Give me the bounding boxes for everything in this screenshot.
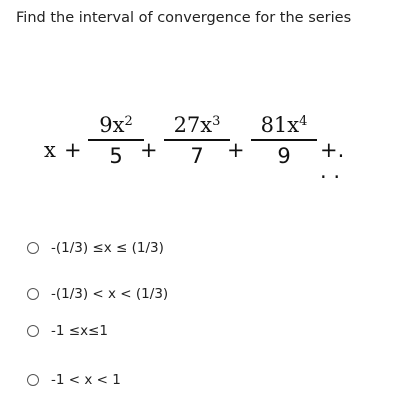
option-label: -1 < x < 1 xyxy=(51,372,121,388)
fraction-bar xyxy=(164,139,230,141)
fraction-term xyxy=(88,112,144,169)
fraction-bar xyxy=(88,139,144,141)
fraction-numerator: $9x^2$ xyxy=(99,113,133,137)
plus-sign: + xyxy=(140,138,158,162)
answer-option[interactable] xyxy=(27,321,108,341)
radio-button[interactable] xyxy=(27,325,39,337)
radio-button[interactable] xyxy=(27,288,39,300)
option-label: -(1/3) ≤x ≤ (1/3) xyxy=(51,240,164,256)
series-ellipsis: +. . . xyxy=(320,138,345,183)
radio-button[interactable] xyxy=(27,242,39,254)
fraction-term xyxy=(251,112,317,169)
first-term: x xyxy=(44,138,56,162)
fraction-term xyxy=(164,112,230,169)
radio-button[interactable] xyxy=(27,374,39,386)
option-label: -1 ≤x≤1 xyxy=(51,323,108,339)
fraction-denominator: 9 xyxy=(277,143,291,168)
plus-sign: + xyxy=(64,138,82,162)
answer-option[interactable] xyxy=(27,284,168,304)
fraction-denominator: 5 xyxy=(109,143,123,168)
option-label: -(1/3) < x < (1/3) xyxy=(51,286,169,302)
plus-sign: + xyxy=(227,138,245,162)
fraction-numerator: $81x^4$ xyxy=(260,113,308,137)
fraction-numerator: $27x^3$ xyxy=(173,113,221,137)
answer-option[interactable] xyxy=(27,238,164,258)
question-text: Find the interval of convergence for the series xyxy=(16,10,352,26)
fraction-bar xyxy=(251,139,317,141)
answer-option[interactable] xyxy=(27,370,121,390)
fraction-denominator: 7 xyxy=(190,143,204,168)
